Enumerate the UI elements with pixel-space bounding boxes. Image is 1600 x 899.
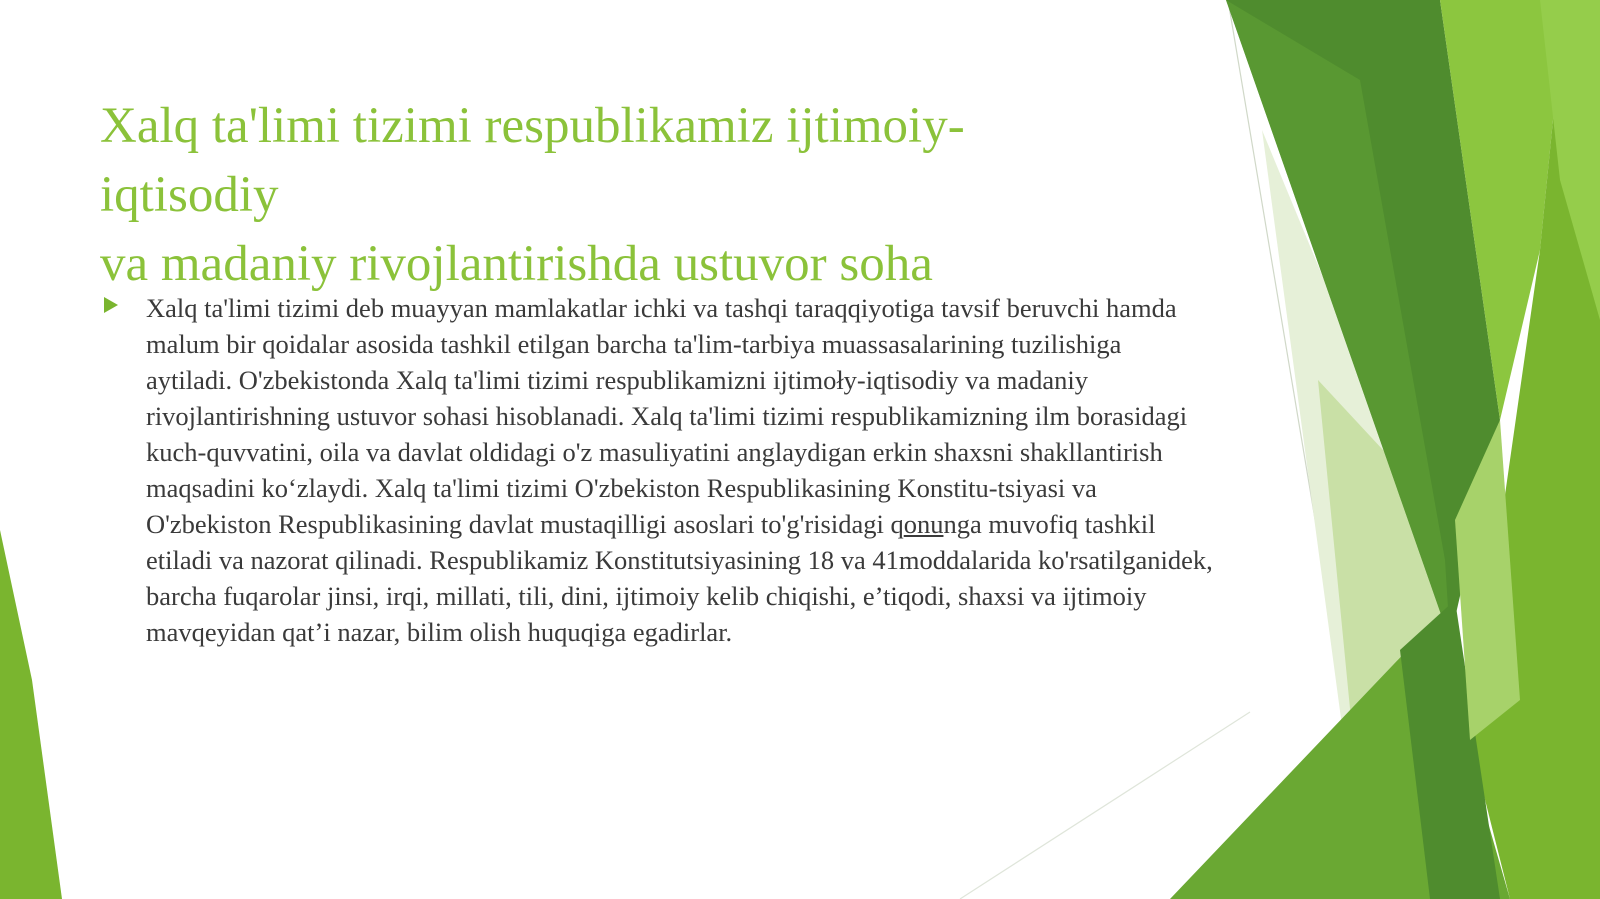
title-line-1: Xalq ta'limi tizimi respublikamiz ijtimoiy- [100, 98, 965, 154]
body-paragraph [146, 290, 1214, 650]
left-green-sliver [0, 530, 62, 899]
title-line-3: va madaniy rivojlantirishda ustuvor soha [100, 236, 933, 292]
paragraph-underlined-text: onu [903, 509, 944, 539]
slide-title [100, 92, 1220, 299]
title-line-2: iqtisodiy [100, 167, 279, 223]
paragraph-text-start: Xalq ta'limi tizimi deb muayyan mamlakatlar ichki va tashqi taraqqiyotiga tavsif beruvchi hamda malum bir qoidalar asosida tashkil etilgan barcha ta'lim-tarbiya muassasalarining tuzilishiga aytiladi. O'zbekistonda Xalq ta'limi tizimi respublikamizni ijtimoły-iqtisodiy va madaniy rivojlantirishning ustuvor sohasi hisoblanadi. Xalq ta'limi tizimi respublikamizning ilm borasidagi kuch-quvvatini, oila va davlat oldidagi o'z masuliyatini anglaydigan erkin shaxsni shakllantirish maqsadini ko‘zlaydi. Xalq ta'limi tizimi O'zbekiston Respublikasining Konstitu-tsiyasi va O'zbekiston Respublikasining davlat mustaqilligi asoslari to'g'risidagi q [146, 293, 1188, 539]
body-bullet [104, 290, 1214, 650]
paragraph-text-end: nga muvofiq tashkil etiladi va nazorat qilinadi. Respublikamiz Konstitutsiyasining 18 va 41moddalarida ko'rsatilganidek, barcha fuqarolar jinsi, irqi, millati, tili, dini, ijtimoiy kelib chiqishi, e’tiqodi, shaxsi va ijtimoiy mavqeyidan qat’i nazar, bilim olish huquqiga egadirlar. [146, 509, 1213, 647]
triangle-bullet-icon [104, 297, 118, 313]
